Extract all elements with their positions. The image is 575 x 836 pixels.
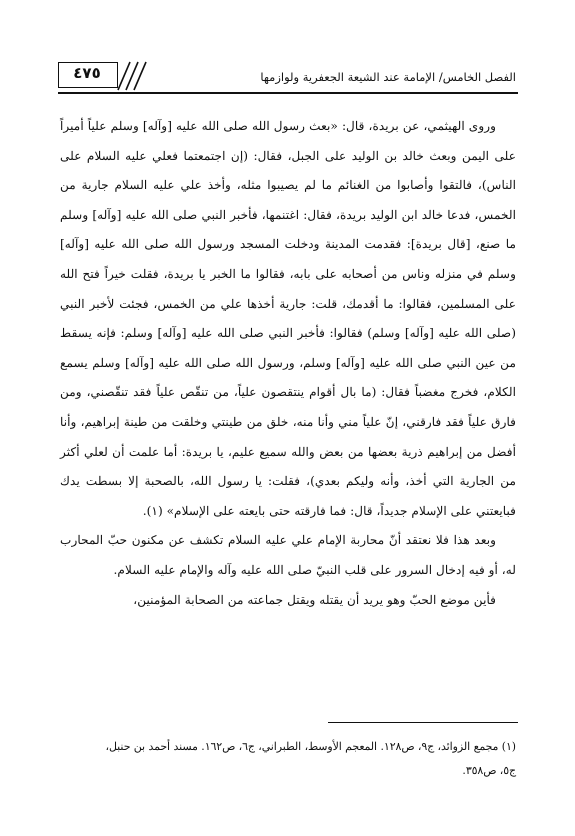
- page-header: [58, 60, 518, 94]
- footnotes: [60, 735, 516, 783]
- footnote-line: (١) مجمع الزوائد، ج٩، ص١٢٨. المعجم الأوسط، الطبراني، ج٦، ص١٦٢. مسند أحمد بن حنبل،: [105, 740, 516, 753]
- paragraph: فأين موضع الحبّ وهو يريد أن يقتله ويقتل جماعته من الصحابة المؤمنين،: [133, 592, 496, 607]
- main-text: [60, 112, 516, 615]
- page-number-frame: [58, 60, 150, 90]
- header-rule: [58, 92, 518, 94]
- footnote-line: ج٥، ص٣٥٨.: [462, 764, 516, 777]
- page-number: ٤٧٥: [73, 64, 101, 82]
- paragraph: وبعد هذا فلا نعتقد أنّ محاربة الإمام علي عليه السلام تكشف عن مكنون حبّ المحارب له، أو فيه إدخال السرور على قلب النبيّ صلى الله عليه وآله والإمام عليه السلام.: [60, 533, 516, 577]
- decorative-slashes-icon: [116, 60, 152, 92]
- chapter-title: الفصل الخامس/ الإمامة عند الشيعة الجعفرية ولوازمها: [260, 70, 516, 84]
- footnote-separator: [328, 722, 518, 723]
- paragraph: وروى الهيثمي، عن بريدة، قال: «بعث رسول الله صلى الله عليه [وآله] وسلم علياً أميراً على اليمن وبعث خالد بن الوليد على الجبل، فقال: (إن اجتمعتما فعلي عليه السلام على الناس)، فالتقوا وأصابوا من الغنائم ما لم يصيبوا مثله، وأخذ علي عليه السلام جارية من الخمس، فدعا خالد ابن الوليد بريدة، فقال: اغتنمها، فأخبر النبي صلى الله عليه [وآله] وسلم ما صنع، [قال بريدة]: فقدمت المدينة ودخلت المسجد ورسول الله صلى الله عليه [وآله] وسلم في منزله وناس من أصحابه على بابه، فقالوا ما الخبر يا بريدة، فقلت خيراً فتح الله على المسلمين، فقالوا: ما أقدمك، قلت: جارية أخذها علي من الخمس، فجئت لأخبر النبي (صلى الله عليه [وآله] وسلم) فقالوا: فأخبر النبي صلى الله عليه [وآله] وسلم: فإنه يسقط من عين النبي صلى الله عليه [وآله] وسلم، ورسول الله صلى الله عليه [وآله] وسلم يسمع الكلام، فخرج مغضباً فقال: (ما بال أقوام ينتقصون علياً، من تنقّص علياً فقد تنقّصني، ومن فارق علياً فقد فارقني، إنّ علياً مني وأنا منه، خلق من طينتي وخلقت من طينة إبراهيم، وأنا أفضل من إبراهيم ذرية بعضها من بعض والله سميع عليم، يا بريدة: أما علمت أن لعلي أكثر من الجارية التي أخذ، وأنه وليكم بعدي)، فقلت: يا رسول الله، بالصحبة إلا بسطت يدك فبايعتني على الإسلام جديداً، قال: فما فارقته حتى بايعته على الإسلام» (١).: [60, 119, 516, 518]
